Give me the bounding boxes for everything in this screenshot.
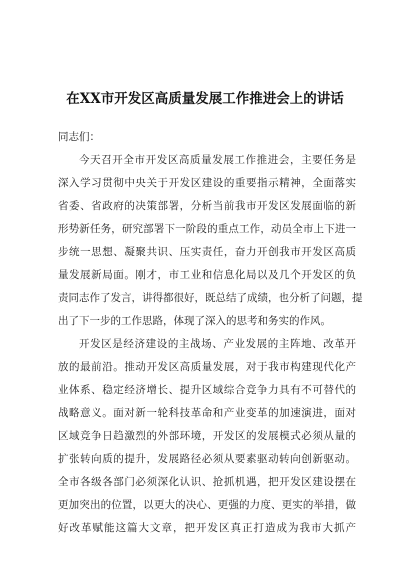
paragraph-2-line: 放的最前沿。推动开发区高质量发展，对于我市构建现代化产 [58,361,356,373]
paragraph-1-line: 深入学习贯彻中央关于开发区建设的重要指示精神，全面落实 [58,177,356,189]
paragraph-1-line: 出了下一步的工作思路，体现了深入的思考和务实的作风。 [58,315,331,327]
paragraph-1-line: 今天召开全市开发区高质量发展工作推进会，主要任务是 [79,154,356,166]
paragraph-2-line: 业体系、稳定经济增长、提升区域综合竞争力具有不可替代的 [58,384,356,396]
salutation: 同志们： [58,131,100,143]
paragraph-2-line: 全市各级各部门必须深化认识、抢抓机遇，把开发区建设摆在 [58,476,356,488]
paragraph-1-line: 量发展新局面。刚才，市工业和信息化局以及几个开发区的负 [58,269,356,281]
paragraph-2-line: 好改革赋能这篇大文章，把开发区真正打造成为我市大抓产 [58,522,356,534]
document-title: 在XX市开发区高质量发展工作推进会上的讲话 [66,91,344,107]
paragraph-2-line: 区域竞争日趋激烈的外部环境，开发区的发展模式必须从量的 [58,430,356,442]
paragraph-1-line: 步统一思想、凝聚共识、压实责任，奋力开创我市开发区高质 [58,246,356,258]
paragraph-2-line: 扩张转向质的提升，发展路径必须从要素驱动转向创新驱动。 [58,453,356,465]
paragraph-2-line: 开发区是经济建设的主战场、产业发展的主阵地、改革开 [79,338,356,350]
paragraph-2-line: 战略意义。面对新一轮科技革命和产业变革的加速演进，面对 [58,407,356,419]
paragraph-1-line: 责同志作了发言，讲得都很好，既总结了成绩，也分析了问题，提 [58,292,363,304]
paragraph-2-line: 更加突出的位置，以更大的决心、更强的力度、更实的举措，做 [58,499,356,511]
document-body [58,126,363,540]
paragraph-1-line: 形势新任务，研究部署下一阶段的重点工作，动员全市上下进一 [58,223,356,235]
paragraph-1-line: 省委、省政府的决策部署，分析当前我市开发区发展面临的新 [58,200,356,212]
